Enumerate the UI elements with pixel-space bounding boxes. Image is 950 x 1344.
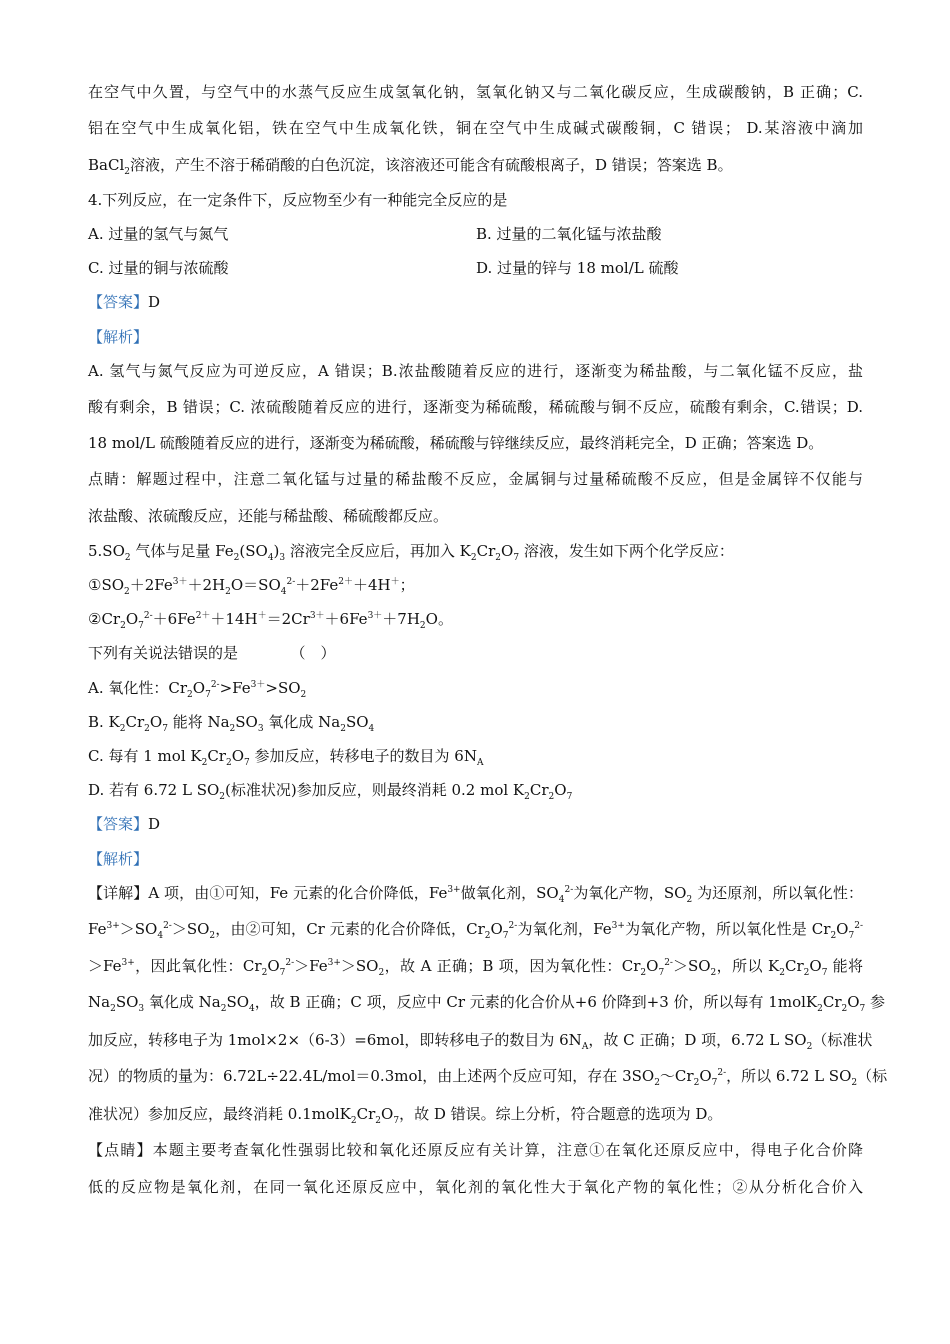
q4-answer-value: D <box>148 293 161 311</box>
q5-analysis-tag: 【解析】 <box>88 850 149 868</box>
q4-analysis-line-2: 酸有剩余，B 错误；C. 浓硫酸随着反应的进行，逐渐变为稀硫酸，稀硫酸与铜不反应，硫酸有剩余，C.错误；D. <box>88 398 863 416</box>
q4-analysis-line-3: 18 mol/L 硫酸随着反应的进行，逐渐变为稀硫酸，稀硫酸与锌继续反应，最终消耗完全，D 正确；答案选 D。 <box>88 434 824 452</box>
q4-option-c: C. 过量的铜与浓硫酸 <box>88 259 229 277</box>
q5-answer <box>88 814 863 834</box>
q4-option-b: B. 过量的二氧化锰与浓盐酸 <box>476 225 662 243</box>
bacl2-subscript: 2 <box>124 167 130 177</box>
q5-option-b: B. $K_2Cr_2O_7$ 能将 $Na_2SO_3$ 氧化成 $Na_2SO_4$ <box>88 713 375 734</box>
q5-tip-line-1: 【点睛】本题主要考查氧化性强弱比较和氧化还原反应有关计算，注意①在氧化还原反应中，得电子化合价降 <box>88 1141 863 1159</box>
q5-question: 下列有关说法错误的是 （ ） <box>88 644 336 662</box>
q5-tip-line-2: 低的反应物是氧化剂，在同一氧化还原反应中，氧化剂的氧化性大于氧化产物的氧化性；②从分析化合价入 <box>88 1178 863 1196</box>
q4-analysis-tag: 【解析】 <box>88 328 149 346</box>
q4-tip-line-2: 浓盐酸、浓硫酸反应，还能与稀盐酸、稀硫酸都反应。 <box>88 507 449 525</box>
prev-explanation-line-1: 在空气中久置，与空气中的水蒸气反应生成氢氧化钠，氢氧化钠又与二氧化碳反应，生成碳酸钠，B 正确；C. <box>88 83 863 101</box>
q5-option-d: D. 若有 6.72 L $SO_2$(标准状况)参加反应，则最终消耗 0.2 mol $K_2Cr_2O_7$ <box>88 781 573 802</box>
bacl2-formula: BaCl <box>88 156 125 174</box>
q4-tip-line-1: 点睛：解题过程中，注意二氧化锰与过量的稀盐酸不反应，金属铜与过量稀硫酸不反应，但是金属锌不仅能与 <box>88 470 863 488</box>
q4-option-a: A. 过量的氢气与氮气 <box>88 225 229 243</box>
q5-detail-line-3: $>Fe^{3+}$，因此氧化性：$Cr_2O_7^{2-}>Fe^{3+}>SO_2$，故 A 正确；B 项，因为氧化性：$Cr_2O_7^{2-}>SO_2$，所以 $K_2Cr_2O_7$ 能将 <box>88 957 863 978</box>
q5-detail-line-6: 况）的物质的量为：6.72L÷22.4L/mol＝0.3mol，由上述两个反应可知，存在 $3SO_2\sim Cr_2O_7^{2-}$，所以 6.72 L $SO_2$（标 <box>88 1067 888 1088</box>
q5-option-a: A. 氧化性：$Cr_2O_7^{2-}>Fe^{3+}>SO_2$ <box>88 679 307 700</box>
q5-analysis-heading <box>88 849 863 869</box>
q5-answer-tag: 【答案】 <box>88 815 149 833</box>
q4-stem: 4.下列反应，在一定条件下，反应物至少有一种能完全反应的是 <box>88 191 508 209</box>
q5-reaction-1: $①SO_2+2Fe^{3+}+2H_2O=SO_4^{2-}+2Fe^{2+}+4H^+$； <box>88 576 415 597</box>
q4-option-d: D. 过量的锌与 18 mol/L 硫酸 <box>476 259 679 277</box>
prev-explanation-line-3 <box>88 155 863 175</box>
q5-detail-line-7: 准状况）参加反应，最终消耗 $0.1molK_2Cr_2O_7$，故 D 错误。综上分析，符合题意的选项为 D。 <box>88 1105 723 1126</box>
q5-detail-line-1: 【详解】A 项，由①可知，Fe 元素的化合价降低，$Fe^{3+}$做氧化剂，$SO_4^{2-}$为氧化产物，$SO_2$ 为还原剂，所以氧化性： <box>88 884 863 905</box>
q4-answer-tag: 【答案】 <box>88 293 149 311</box>
prev-explanation-line-3-rest: 溶液，产生不溶于稀硝酸的白色沉淀，该溶液还可能含有硫酸根离子，D 错误；答案选 B。 <box>129 156 733 174</box>
q5-detail-line-5: 加反应，转移电子为 1mol×2×（6-3）=6mol，即转移电子的数目为 $6N_A$，故 C 正确；D 项，6.72 L $SO_2$（标准状 <box>88 1031 873 1052</box>
q4-answer <box>88 292 863 312</box>
q4-analysis-line-1: A. 氢气与氮气反应为可逆反应，A 错误；B.浓盐酸随着反应的进行，逐渐变为稀盐酸，与二氧化锰不反应，盐 <box>88 362 863 380</box>
q5-detail-line-4: $Na_2SO_3$ 氧化成 $Na_2SO_4$，故 B 正确；C 项，反应中 Cr 元素的化合价从+6 价降到+3 价，所以每有 $1molK_2Cr_2O_7$ 参 <box>88 993 886 1014</box>
q5-option-c: C. 每有 1 mol $K_2Cr_2O_7$ 参加反应，转移电子的数目为 $6N_A$ <box>88 747 484 768</box>
q4-analysis-heading <box>88 327 863 347</box>
q5-stem: $5.SO_2$ 气体与足量 $Fe_2(SO_4)_3$ 溶液完全反应后，再加入 $K_2Cr_2O_7$ 溶液，发生如下两个化学反应： <box>88 542 734 563</box>
q5-answer-value: D <box>148 815 161 833</box>
prev-explanation-line-2: 铝在空气中生成氧化铝，铁在空气中生成氧化铁，铜在空气中生成碱式碳酸铜，C 错误； D.某溶液中滴加 <box>88 119 863 137</box>
q5-reaction-2: $②Cr_2O_7^{2-}+6Fe^{2+}+14H^+=2Cr^{3+}+6Fe^{3+}+7H_2O$。 <box>88 610 453 631</box>
q5-detail-line-2: $Fe^{3+}>SO_4^{2-}>SO_2$，由②可知，Cr 元素的化合价降低，$Cr_2O_7^{2-}$为氧化剂，$Fe^{3+}$为氧化产物，所以氧化性是 $Cr_2O_7^{2-}$ <box>88 920 863 941</box>
